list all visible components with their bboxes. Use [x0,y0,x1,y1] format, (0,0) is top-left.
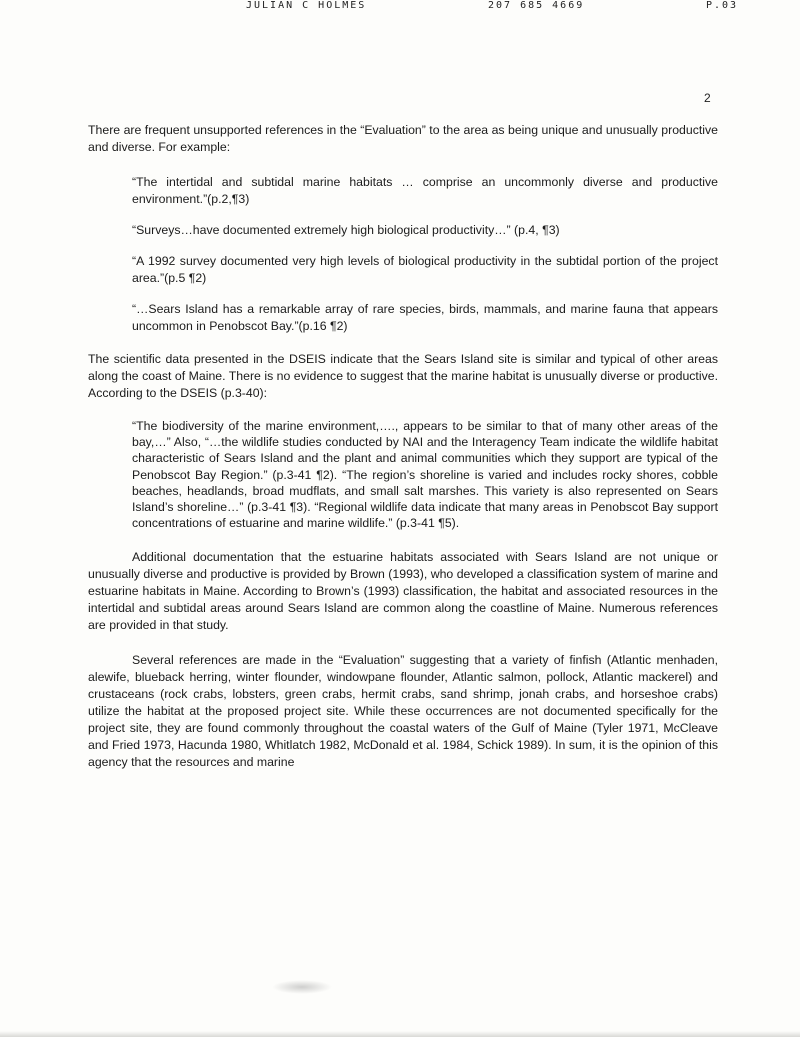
scan-smudge [272,980,332,994]
fax-sender: JULIAN C HOLMES [246,0,367,11]
quote-2: “Surveys…have documented extremely high biological productivity…” (p.4, ¶3) [132,223,560,237]
paragraph-intro: There are frequent unsupported references in the “Evaluation” to the area as being unique and unusually productive and diverse. For example: [88,123,718,154]
document-body [88,122,718,789]
quote-3: “A 1992 survey documented very high levels of biological productivity in the subtidal portion of the project area.”(p.5 ¶2) [132,254,718,285]
paragraph-additional: Additional documentation that the estuarine habitats associated with Sears Island are not unique or unusually diverse and productive is provided by Brown (1993), who developed a classification system of marine and estuarine habitats in Maine. According to Brown’s (1993) classification, the habitat and associated resources in the intertidal and subtidal areas around Sears Island are common along the coastline of Maine. Numerous references are provided in that study. [88,550,718,633]
paragraph-scientific: The scientific data presented in the DSEIS indicate that the Sears Island site is similar and typical of other areas along the coast of Maine. There is no evidence to suggest that the marine habitat is unusually diverse or productive. According to the DSEIS (p.3-40): [88,352,718,400]
paragraph-several: Several references are made in the “Evaluation” suggesting that a variety of finfish (Atlantic menhaden, alewife, blueback herring, winter flounder, windowpane flounder, Atlantic salmon, pollock, Atlantic mackerel) and crustaceans (rock crabs, lobsters, green crabs, hermit crabs, sand shrimp, jonah crabs, and horseshoe crabs) utilize the habitat at the proposed project site. While these occurrences are not documented specifically for the project site, they are found commonly throughout the coastal waters of the Gulf of Maine (Tyler 1971, McCleave and Fried 1973, Hacunda 1980, Whitlatch 1982, McDonald et al. 1984, Schick 1989). In sum, it is the opinion of this agency that the resources and marine [88,653,718,770]
fax-header [0,0,800,14]
quote-5: “The biodiversity of the marine environment,…., appears to be similar to that of many other areas of the bay,…” Also, “…the wildlife studies conducted by NAI and the Interagency Team indicate the wildlife habitat characteristic of Sears Island and the plant and animal communities which they support are typical of the Penobscot Bay Region.” (p.3-41 ¶2). “The region’s shoreline is varied and includes rocky shores, cobble beaches, headlands, broad mudflats, and small salt marshes. This variety is also represented on Sears Island’s shoreline…” (p.3-41 ¶3). “Regional wildlife data indicate that many areas in Penobscot Bay support concentrations of estuarine and marine wildlife.” (p.3-41 ¶5). [132,419,718,531]
fax-phone: 207 685 4669 [488,0,585,11]
page-number: 2 [704,91,711,105]
scan-bottom-edge [0,1031,800,1037]
fax-page: P.03 [706,0,739,11]
quote-4: “…Sears Island has a remarkable array of rare species, birds, mammals, and marine fauna that appears uncommon in Penobscot Bay.”(p.16 ¶2) [132,302,718,333]
quote-1: “The intertidal and subtidal marine habitats … comprise an uncommonly diverse and productive environment.”(p.2,¶3) [132,175,718,206]
